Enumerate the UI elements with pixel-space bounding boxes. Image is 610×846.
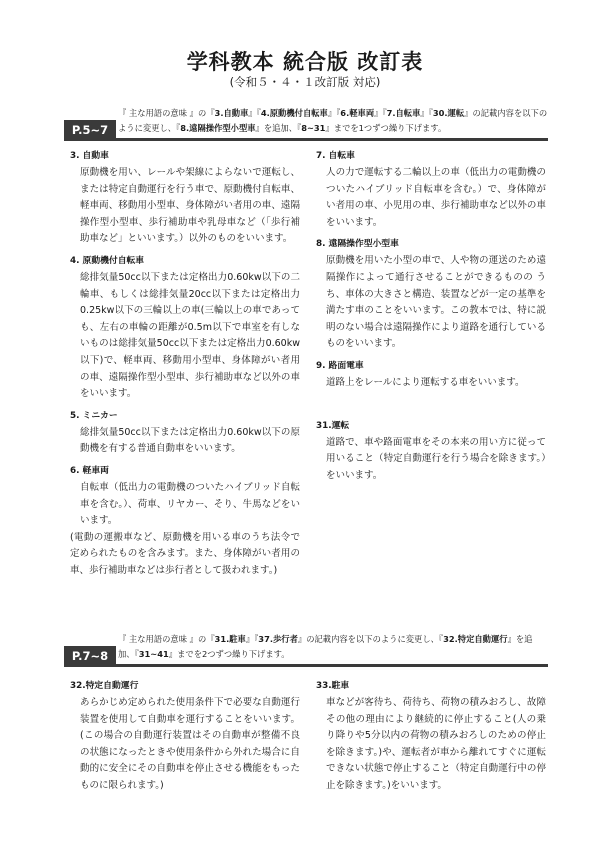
- section-2-header: [64, 630, 548, 666]
- section-2-right-column: [316, 680, 546, 802]
- entry-body: 原動機を用いた小型の車で、人や物の運送のため遠隔操作によって通行させることができるものの うち、車体の大きさと構造、装置などが一定の基準を満たす車のことをいいます。この教本では、特に説明のない場合は遠隔操作により道路を通行しているものをいいます。: [326, 255, 546, 350]
- entry-head: 4. 原動機付自転車: [70, 255, 145, 266]
- section-1-rule: [64, 138, 548, 141]
- entry-tokutei: [70, 680, 300, 795]
- entry-chusha: [316, 680, 546, 795]
- entry-head: 9. 路面電車: [316, 360, 364, 371]
- entry-jidousha: [70, 150, 300, 248]
- entry-body: 道路で、車や路面電車をその本来の用い方に従って用いること（特定自動運行を行う場合を除きます。）をいいます。: [326, 436, 546, 481]
- entry-head: 33.駐車: [316, 681, 350, 691]
- entry-head: 3. 自動車: [70, 151, 109, 161]
- entry-enkaku: [316, 238, 546, 353]
- entry-body: 道路上をレールにより運転する車をいいます。: [326, 376, 525, 388]
- section-2-note: 『 主な用語の意味 』の『31.駐車』『37.歩行者』の記載内容を以下のように変更し、『32.特定自動運行』を追加、『31~41』までを2つずつ繰り下げます。: [118, 634, 533, 659]
- entry-head: 7. 自転車: [316, 151, 355, 161]
- entry-head: 32.特定自動運行: [70, 681, 139, 691]
- entry-gendoukitsuki: [70, 255, 300, 403]
- section-1-note: 『 主な用語の意味 』の『3.自動車』『4.原動機付自転車』『6.軽車両』『7.自転車』『30.運転』の記載内容を以下のように変更し、『8.遠隔操作型小型車』を追加、『8~31』までを1つずつ繰り下げます。: [118, 108, 548, 133]
- section-1-header: [64, 104, 548, 140]
- entry-body: 車などが客待ち、荷待ち、荷物の積みおろし、故障その他の理由により継続的に停止すること(人の乗り降りや5分以内の荷物の積みおろしのための停止を除きます。)や、運転者が車から離れてすぐに運転できない状態で停止すること（特定自動運行中の停止を除きます。)をいいます。: [326, 697, 546, 791]
- page-subtitle: (令和５・４・１改訂版 対応): [229, 75, 381, 89]
- section-2-rule: [64, 664, 548, 667]
- entry-minicar: [70, 410, 300, 458]
- entry-head: 31.運転: [316, 420, 350, 431]
- entry-body: あらかじめ定められた使用条件下で必要な自動運行装置を使用して自動車を運行することをいいます。(この場合の自動運行装置はその自動車が整備不良の状態になったときや使用条件から外れた場合に自動的に安全にその自動車を停止させる機能をもったものに限られます。): [80, 697, 300, 791]
- entry-body: 自転車（低出力の電動機のついたハイブリッド自転車を含む。）、荷車、リヤカー、そり、牛馬などをいいます。: [80, 481, 300, 527]
- page-title: 学科教本 統合版 改訂表: [186, 50, 424, 74]
- entry-jitensha: [316, 150, 546, 231]
- entry-body: 人の力で運転する二輪以上の車（低出力の電動機のついたハイブリッド自転車を含む。）で、身体障がい者用の車、小児用の車、歩行補助車など以外の車をいいます。: [326, 167, 546, 228]
- entry-unten: [316, 420, 546, 485]
- entry-body: 総排気量50cc以下または定格出力0.60kw以下の原動機を有する普通自動車をいいます。: [80, 426, 300, 455]
- section-1-left-column: [70, 150, 300, 586]
- entry-body: 総排気量50cc以下または定格出力0.60kw以下の二輪車、もしくは総排気量20cc以下または定格出力0.25kw以下の三輪以上の車(三輪以上の車であっても、左右の車輪の距離が0.5m以下で車室を有しないものは総排気量50cc以下または定格出力0.60kw以下)で、軽車両、移動用小型車、身体障がい者用の車、遠隔操作型小型車、歩行補助車など以外の車をいいます。: [80, 271, 300, 400]
- entry-head: 8. 遠隔操作型小型車: [316, 239, 399, 250]
- entry-keisharyou: [70, 465, 300, 580]
- page-tag-p5-7: P.5~7: [64, 120, 116, 140]
- section-2-left-column: [70, 680, 300, 802]
- entry-supplement: (電動の運搬車など、原動機を用いる車のうち法令で定められたものを含みます。また、身体障がい者用の車、歩行補助車などは歩行者として扱われます。): [70, 531, 300, 576]
- entry-head: 5. ミニカー: [70, 410, 118, 421]
- entry-romendensha: [316, 360, 546, 392]
- section-1-right-column: [316, 150, 546, 491]
- entry-body: 原動機を用い、レールや架線によらないで運転し、または特定自動運行を行う車で、原動機付自転車、軽車両、移動用小型車、身体障がい者用の車、遠隔操作型小型車、歩行補助車や乳母車など（「歩行補助車など」といいます。）以外のものをいいます。: [80, 167, 300, 245]
- page-tag-p7-8: P.7~8: [64, 646, 116, 666]
- entry-head: 6. 軽車両: [70, 465, 109, 476]
